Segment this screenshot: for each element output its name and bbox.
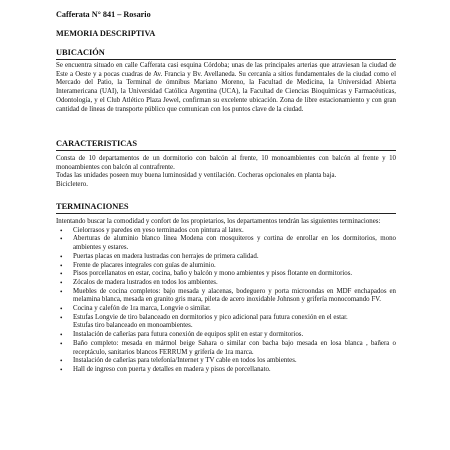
list-item: • Instalación de cañerías para telefonía/Internet y TV cable en todos los ambientes.: [60, 357, 297, 366]
paragraph-line: la Facultad de Medicina, la Universidad Abierta Interamericana (UAI), la Universidad Católica: [56, 79, 396, 96]
paragraph-line: sitios fundamentales de la ciudad como el Mercado del Patio, la Terminal de ómnibus Mariano Moreno,: [56, 70, 396, 87]
section-terminaciones: [56, 202, 396, 375]
list-item: • Frente de placares integrales con guías de aluminio.: [60, 261, 216, 270]
caracteristicas-paragraph-units: [56, 155, 396, 172]
bullet-icon: •: [60, 313, 63, 322]
section-title-ubicacion: UBICACIÓN: [56, 48, 105, 57]
paragraph-line: cantidad de líneas de transporte público que comunican con los puntos clave de la ciudad.: [56, 105, 304, 113]
document-header: Cafferata N° 841 – Rosario: [56, 10, 151, 19]
caracteristicas-paragraph-features: [56, 172, 396, 189]
bullet-icon: •: [60, 252, 63, 261]
bullet-icon: •: [60, 365, 63, 374]
list-item: • Estufas Longvie de tiro balanceado en dormitorios y pico adicional para futura conexión en el estar. Estufas tiro balanceado en monoambientes.: [60, 313, 348, 330]
list-item: • Baño completo: mesada en mármol beige Sahara o similar con bacha bajo mesada en losa blanca , bañera o receptáculo, sanitarios blancos FERRUM y grifería de 1ra marca.: [60, 339, 396, 356]
document-title: MEMORIA DESCRIPTIVA: [56, 29, 156, 38]
terminaciones-intro: [56, 218, 396, 227]
ubicacion-paragraph: [56, 62, 396, 114]
list-item: • Cocina y calefón de 1ra marca, Longvie o similar.: [60, 305, 211, 314]
bullet-icon: •: [60, 357, 63, 366]
list-item: • Hall de ingreso con puerta y detalles en madera y pisos de porcellanato.: [60, 365, 271, 374]
list-item: • Muebles de cocina completos: bajo mesada y alacenas, bodeguero y porta microondas en MDF enchapados en melamina blanca, mesada en granito gris mara, pileta de acero inoxidable Johnson y grifería monocomando FV.: [60, 287, 396, 304]
paragraph-line: Intentando buscar la comodidad y confort de los propietarios, los departamentos tendrán las siguientes: [56, 218, 339, 225]
list-item: • Puertas placas en madera lustradas con herrajes de primera calidad.: [60, 252, 259, 261]
bullet-icon: •: [60, 339, 63, 348]
section-divider: [56, 59, 396, 60]
section-title-terminaciones: TERMINACIONES: [56, 202, 129, 211]
paragraph-line: Consta de 10 departamentos de un dormitorio con balcón al frente, 10 monoambientes con balcón al: [56, 155, 360, 162]
list-item: • Zócalos de madera lustrados en todos los ambientes.: [60, 278, 218, 287]
list-item: • Pisos porcellanatos en estar, cocina, baño y balcón y mono ambientes y pisos flotante en dormitorios.: [60, 270, 353, 279]
bullet-icon: •: [60, 270, 63, 279]
section-divider: [56, 150, 396, 151]
terminaciones-list: [56, 227, 396, 375]
list-item: • Instalación de cañerías para futura conexión de equipos split en estar y dormitorios.: [60, 331, 304, 340]
section-divider: [56, 213, 396, 214]
bullet-icon: •: [60, 331, 63, 340]
paragraph-line: Todas las unidades poseen muy buena luminosidad y ventilación. Cocheras opcionales en planta baja.: [56, 172, 337, 180]
paragraph-line: Bicicletero.: [56, 181, 88, 189]
bullet-icon: •: [60, 261, 63, 270]
list-item: • Aberturas de aluminio blanco línea Modena con mosquiteros y cortina de enrollar en los dormitorios, mono ambientes y estares.: [60, 235, 396, 252]
bullet-icon: •: [60, 278, 63, 287]
bullet-icon: •: [60, 305, 63, 314]
paragraph-line: atraviesan la ciudad de Este a Oeste y a pocas cuadras de Av. Francia y Bv. Avellaneda. Su cercanía a: [56, 62, 396, 78]
bullet-icon: •: [60, 287, 63, 296]
paragraph-line: Atlético Plaza Jewel, confirman su excelente ubicación. Zona de libre estacionamiento y con gran: [121, 96, 396, 104]
bullet-icon: •: [60, 235, 63, 244]
paragraph-line: terminaciones:: [339, 218, 381, 225]
section-title-caracteristicas: CARACTERISTICAS: [56, 139, 137, 148]
section-caracteristicas: [56, 139, 396, 190]
paragraph-line: frente y 10 monoambientes con balcón al contrafrente.: [56, 155, 396, 171]
list-item: • Cielorrasos y paredes en yeso terminados con pintura al latex.: [60, 226, 244, 235]
bullet-icon: •: [60, 226, 63, 235]
paragraph-line: Se encuentra situado en calle Cafferata casi esquina Córdoba; unas de las principales arterias que: [56, 62, 330, 69]
paragraph-line: Argentina (UCA), la Facultad de Ciencias Bioquímicas y Farmacéuticas, Odontología, y el Club: [56, 88, 396, 104]
section-ubicacion: [56, 48, 396, 114]
